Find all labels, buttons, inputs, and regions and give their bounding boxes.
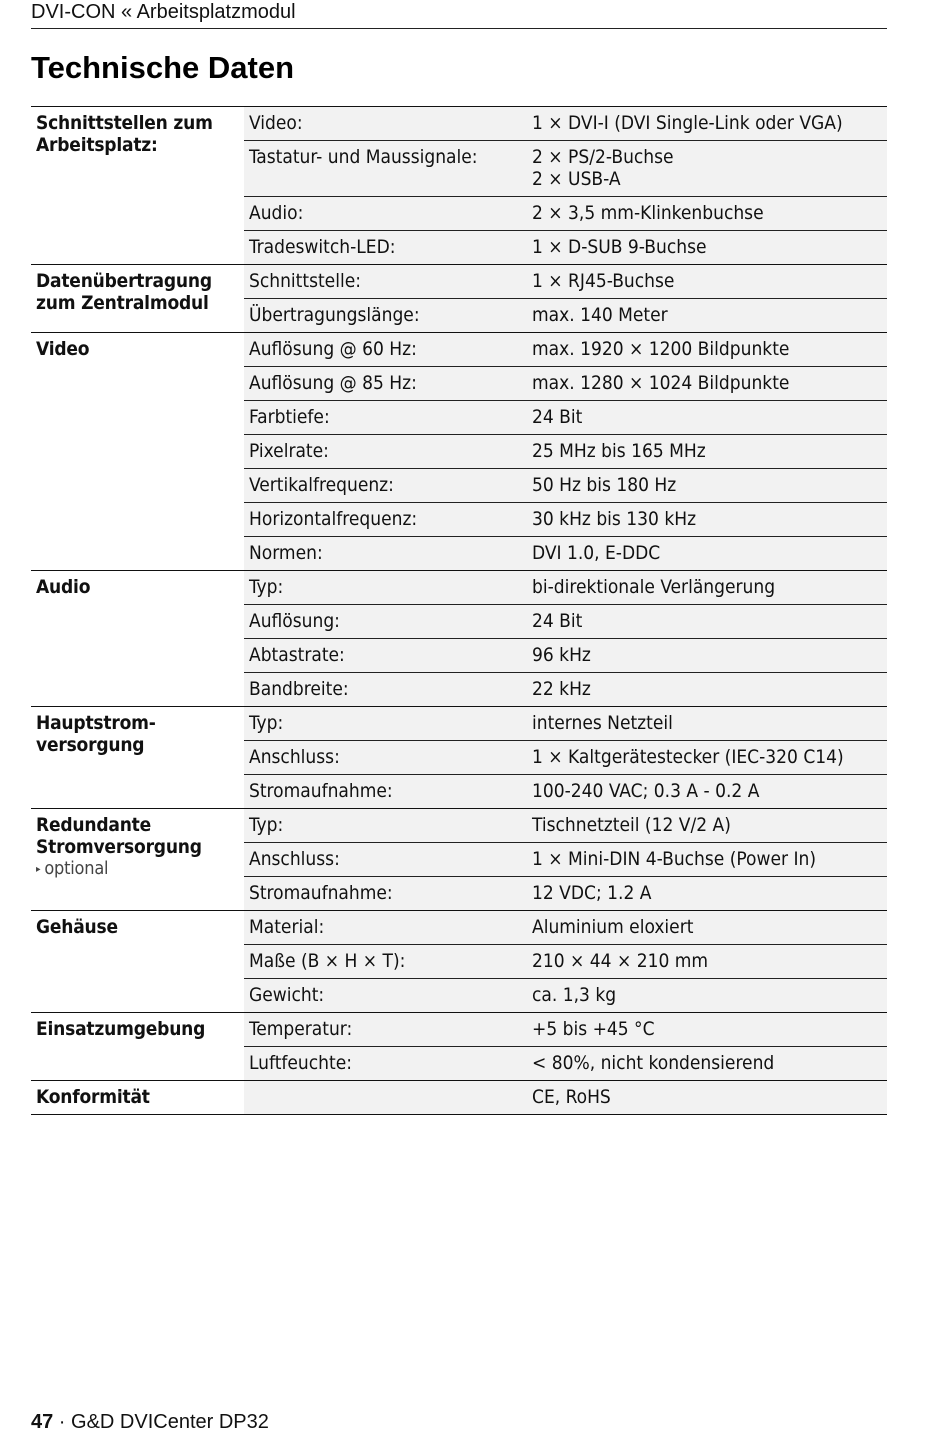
- spec-value-line: 210 × 44 × 210 mm: [532, 950, 709, 972]
- spec-section: [31, 265, 887, 333]
- spec-key: Material:: [244, 911, 527, 945]
- spec-section: [31, 1013, 887, 1081]
- section-label-line: Redundante: [36, 814, 152, 836]
- spec-table: [31, 106, 887, 1115]
- spec-value-line: bi-direktionale Verlängerung: [532, 576, 776, 598]
- spec-value-line: 50 Hz bis 180 Hz: [532, 474, 677, 496]
- spec-value: [527, 197, 887, 231]
- spec-row: [31, 571, 887, 605]
- spec-key: Auflösung:: [244, 605, 527, 639]
- running-header-text: DVI-CON « Arbeitsplatzmodul: [31, 1, 296, 23]
- spec-section: [31, 809, 887, 911]
- spec-key: Gewicht:: [244, 979, 527, 1013]
- spec-value-line: 2 × 3,5 mm-Klinkenbuchse: [532, 202, 764, 224]
- spec-key: Stromaufnahme:: [244, 877, 527, 911]
- spec-value: [527, 1013, 887, 1047]
- spec-key: Horizontalfrequenz:: [244, 503, 527, 537]
- spec-row: [31, 707, 887, 741]
- section-label: [31, 707, 244, 809]
- spec-value: [527, 775, 887, 809]
- spec-row: [31, 1081, 887, 1115]
- section-label-line: Arbeitsplatz:: [36, 134, 158, 156]
- spec-value-line: Tischnetzteil (12 V/2 A): [532, 814, 731, 836]
- spec-key: [244, 1081, 527, 1115]
- spec-value-line: 1 × Mini-DIN 4-Buchse (Power In): [532, 848, 816, 870]
- section-label-line: Hauptstrom-: [36, 712, 156, 734]
- spec-value: [527, 435, 887, 469]
- spec-key: Temperatur:: [244, 1013, 527, 1047]
- spec-key: Audio:: [244, 197, 527, 231]
- spec-value: [527, 367, 887, 401]
- spec-section: [31, 911, 887, 1013]
- spec-key: Typ:: [244, 571, 527, 605]
- spec-key: Typ:: [244, 809, 527, 843]
- spec-value: [527, 1047, 887, 1081]
- page-number: 47: [31, 1411, 54, 1433]
- spec-row: [31, 911, 887, 945]
- spec-value-line: 1 × DVI-I (DVI Single-Link oder VGA): [532, 112, 843, 134]
- spec-section: [31, 707, 887, 809]
- spec-value: [527, 673, 887, 707]
- spec-key: Auflösung @ 60 Hz:: [244, 333, 527, 367]
- spec-value-line: ca. 1,3 kg: [532, 984, 617, 1006]
- spec-value: [527, 979, 887, 1013]
- section-label-line: Einsatzumgebung: [36, 1018, 206, 1040]
- spec-value-line: max. 1280 × 1024 Bildpunkte: [532, 372, 790, 394]
- spec-key: Stromaufnahme:: [244, 775, 527, 809]
- spec-value-line: 30 kHz bis 130 kHz: [532, 508, 697, 530]
- spec-key: Luftfeuchte:: [244, 1047, 527, 1081]
- spec-key: Bandbreite:: [244, 673, 527, 707]
- section-label-line: Gehäuse: [36, 916, 118, 938]
- spec-value: [527, 809, 887, 843]
- spec-section: [31, 107, 887, 265]
- section-label-line: Datenübertragung: [36, 270, 212, 292]
- spec-value-line: CE, RoHS: [532, 1086, 611, 1108]
- spec-value-line: DVI 1.0, E-DDC: [532, 542, 661, 564]
- spec-value: [527, 605, 887, 639]
- spec-key: Auflösung @ 85 Hz:: [244, 367, 527, 401]
- section-label: [31, 809, 244, 911]
- spec-value-line: max. 1920 × 1200 Bildpunkte: [532, 338, 790, 360]
- section-label: [31, 571, 244, 707]
- spec-value-line: internes Netzteil: [532, 712, 673, 734]
- spec-value-line: 1 × RJ45-Buchse: [532, 270, 675, 292]
- spec-key: Video:: [244, 107, 527, 141]
- spec-value: [527, 639, 887, 673]
- spec-value-line: 22 kHz: [532, 678, 591, 700]
- spec-value: [527, 877, 887, 911]
- spec-row: [31, 1013, 887, 1047]
- spec-key: Abtastrate:: [244, 639, 527, 673]
- spec-value-line: 96 kHz: [532, 644, 591, 666]
- spec-key: Schnittstelle:: [244, 265, 527, 299]
- footer-separator: ·: [53, 1411, 72, 1433]
- running-header: [31, 0, 887, 29]
- spec-value: [527, 571, 887, 605]
- section-label: [31, 911, 244, 1013]
- spec-row: [31, 107, 887, 141]
- spec-section: [31, 333, 887, 571]
- page-title: Technische Daten: [31, 50, 295, 85]
- spec-value: [527, 469, 887, 503]
- spec-section: [31, 1081, 887, 1115]
- footer-product: G&D DVICenter DP32: [71, 1411, 269, 1433]
- section-label-line: zum Zentralmodul: [36, 292, 209, 314]
- spec-key: Pixelrate:: [244, 435, 527, 469]
- section-label-line: Audio: [36, 576, 91, 598]
- spec-row: [31, 809, 887, 843]
- spec-key: Normen:: [244, 537, 527, 571]
- section-label-line: versorgung: [36, 734, 145, 756]
- spec-key: Typ:: [244, 707, 527, 741]
- spec-key: Maße (B × H × T):: [244, 945, 527, 979]
- spec-row: [31, 265, 887, 299]
- spec-value: [527, 741, 887, 775]
- section-sub-label: [36, 858, 239, 881]
- page-footer: [31, 1410, 269, 1434]
- section-label-line: Stromversorgung: [36, 836, 202, 858]
- spec-key: Anschluss:: [244, 741, 527, 775]
- spec-value: [527, 707, 887, 741]
- spec-value-line: Aluminium eloxiert: [532, 916, 694, 938]
- spec-value: [527, 537, 887, 571]
- spec-value-line: 1 × D-SUB 9-Buchse: [532, 236, 707, 258]
- spec-value: [527, 843, 887, 877]
- section-label: [31, 333, 244, 571]
- triangle-bullet-icon: ▸: [36, 864, 41, 875]
- section-label-line: Konformität: [36, 1086, 150, 1108]
- spec-value-line: 2 × USB-A: [532, 168, 621, 190]
- spec-value: [527, 265, 887, 299]
- section-sub-label-text: optional: [44, 858, 109, 879]
- spec-value-line: 24 Bit: [532, 406, 583, 428]
- spec-value-line: 100-240 VAC; 0.3 A - 0.2 A: [532, 780, 760, 802]
- spec-section: [31, 571, 887, 707]
- section-label: [31, 1081, 244, 1115]
- spec-value: [527, 1081, 887, 1115]
- spec-value-line: < 80%, nicht kondensierend: [532, 1052, 775, 1074]
- section-label: [31, 107, 244, 265]
- spec-key: Anschluss:: [244, 843, 527, 877]
- spec-row: [31, 333, 887, 367]
- spec-value: [527, 945, 887, 979]
- spec-key: Tradeswitch-LED:: [244, 231, 527, 265]
- section-label: [31, 1013, 244, 1081]
- spec-value: [527, 911, 887, 945]
- spec-value-line: 25 MHz bis 165 MHz: [532, 440, 706, 462]
- spec-value: [527, 231, 887, 265]
- spec-key: Vertikalfrequenz:: [244, 469, 527, 503]
- spec-value-line: +5 bis +45 °C: [532, 1018, 655, 1040]
- section-label-line: Schnittstellen zum: [36, 112, 213, 134]
- section-label-line: Video: [36, 338, 90, 360]
- spec-value-line: 1 × Kaltgerätestecker (IEC-320 C14): [532, 746, 844, 768]
- spec-value: [527, 107, 887, 141]
- spec-value-line: max. 140 Meter: [532, 304, 668, 326]
- spec-key: Übertragungslänge:: [244, 299, 527, 333]
- spec-value: [527, 333, 887, 367]
- spec-value: [527, 141, 887, 197]
- spec-value-line: 24 Bit: [532, 610, 583, 632]
- spec-key: Farbtiefe:: [244, 401, 527, 435]
- spec-value-line: 12 VDC; 1.2 A: [532, 882, 652, 904]
- spec-value: [527, 299, 887, 333]
- spec-key: Tastatur- und Maussignale:: [244, 141, 527, 197]
- spec-value-line: 2 × PS/2-Buchse: [532, 146, 674, 168]
- spec-value: [527, 401, 887, 435]
- section-label: [31, 265, 244, 333]
- spec-value: [527, 503, 887, 537]
